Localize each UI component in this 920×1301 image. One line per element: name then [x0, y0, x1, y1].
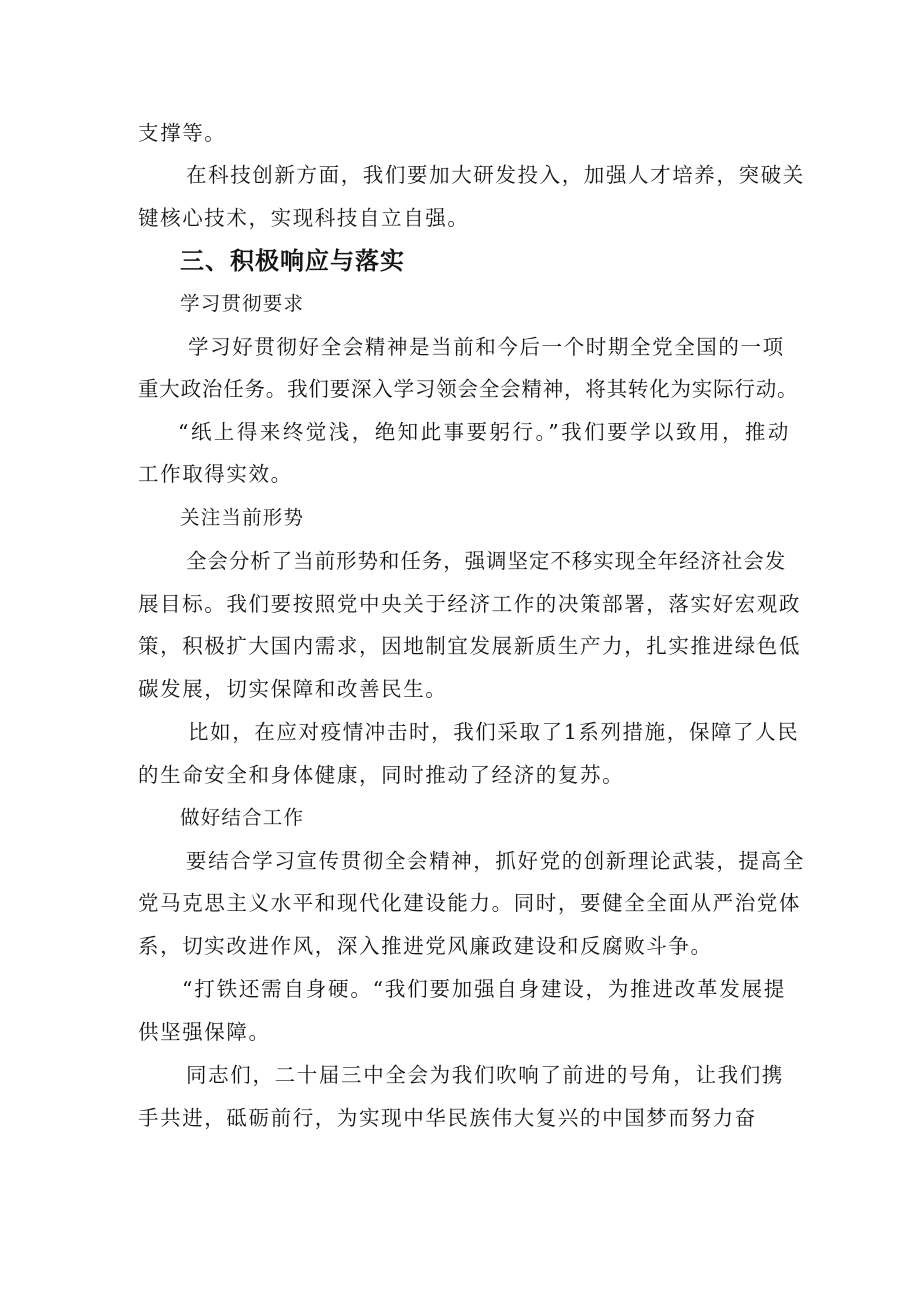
paragraph-line: 手共进，砥砺前行，为实现中华民族伟大复兴的中国梦而努力奋: [138, 1106, 757, 1130]
paragraph-line: 的生命安全和身体健康，同时推动了经济的复苏。: [138, 763, 625, 787]
paragraph-line: 工作取得实效。: [138, 462, 293, 486]
paragraph-line: “打铁还需自身硬。“我们要加强自身建设，为推进改革发展提: [182, 977, 786, 1001]
paragraph-line: 碳发展，切实保障和改善民生。: [138, 677, 448, 701]
subheading: 做好结合工作: [180, 806, 305, 829]
paragraph-line: 比如，在应对疫情冲击时，我们采取了1系列措施，保障了人民: [188, 720, 800, 744]
paragraph-line: 重大政治任务。我们要深入学习领会全会精神，将其转化为实际行动。: [138, 377, 799, 401]
section-heading: 三、积极响应与落实: [180, 247, 405, 275]
text-line: 支撑等。: [138, 121, 227, 145]
paragraph-line: “纸上得来终觉浅，绝知此事要躬行。”我们要学以致用，推动: [178, 420, 790, 444]
paragraph-line: 同志们，二十届三中全会为我们吹响了前进的号角，让我们携: [186, 1063, 784, 1087]
paragraph-line: 全会分析了当前形势和任务，强调坚定不移实现全年经济社会发: [186, 549, 786, 573]
paragraph-line: 系，切实改进作风，深入推进党风廉政建设和反腐败斗争。: [138, 934, 713, 958]
subheading: 学习贯彻要求: [180, 292, 305, 315]
paragraph-line: 供坚强保障。: [138, 1020, 271, 1044]
paragraph-line: 党马克思主义水平和现代化建设能力。同时，要健全全面从严治党体: [138, 891, 801, 915]
paragraph-line: 在科技创新方面，我们要加大研发投入，加强人才培养，突破关: [186, 163, 805, 187]
paragraph-line: 要结合学习宣传贯彻全会精神，抓好党的创新理论武装，提高全: [186, 849, 805, 873]
paragraph-line: 展目标。我们要按照党中央关于经济工作的决策部署，落实好宏观政: [138, 592, 801, 616]
paragraph-line: 策，积极扩大国内需求，因地制宜发展新质生产力，扎实推进绿色低: [138, 634, 801, 658]
subheading: 关注当前形势: [180, 506, 305, 529]
paragraph-line: 键核心技术，实现科技自立自强。: [138, 206, 470, 230]
paragraph-line: 学习好贯彻好全会精神是当前和今后一个时期全党全国的一项: [188, 335, 785, 359]
